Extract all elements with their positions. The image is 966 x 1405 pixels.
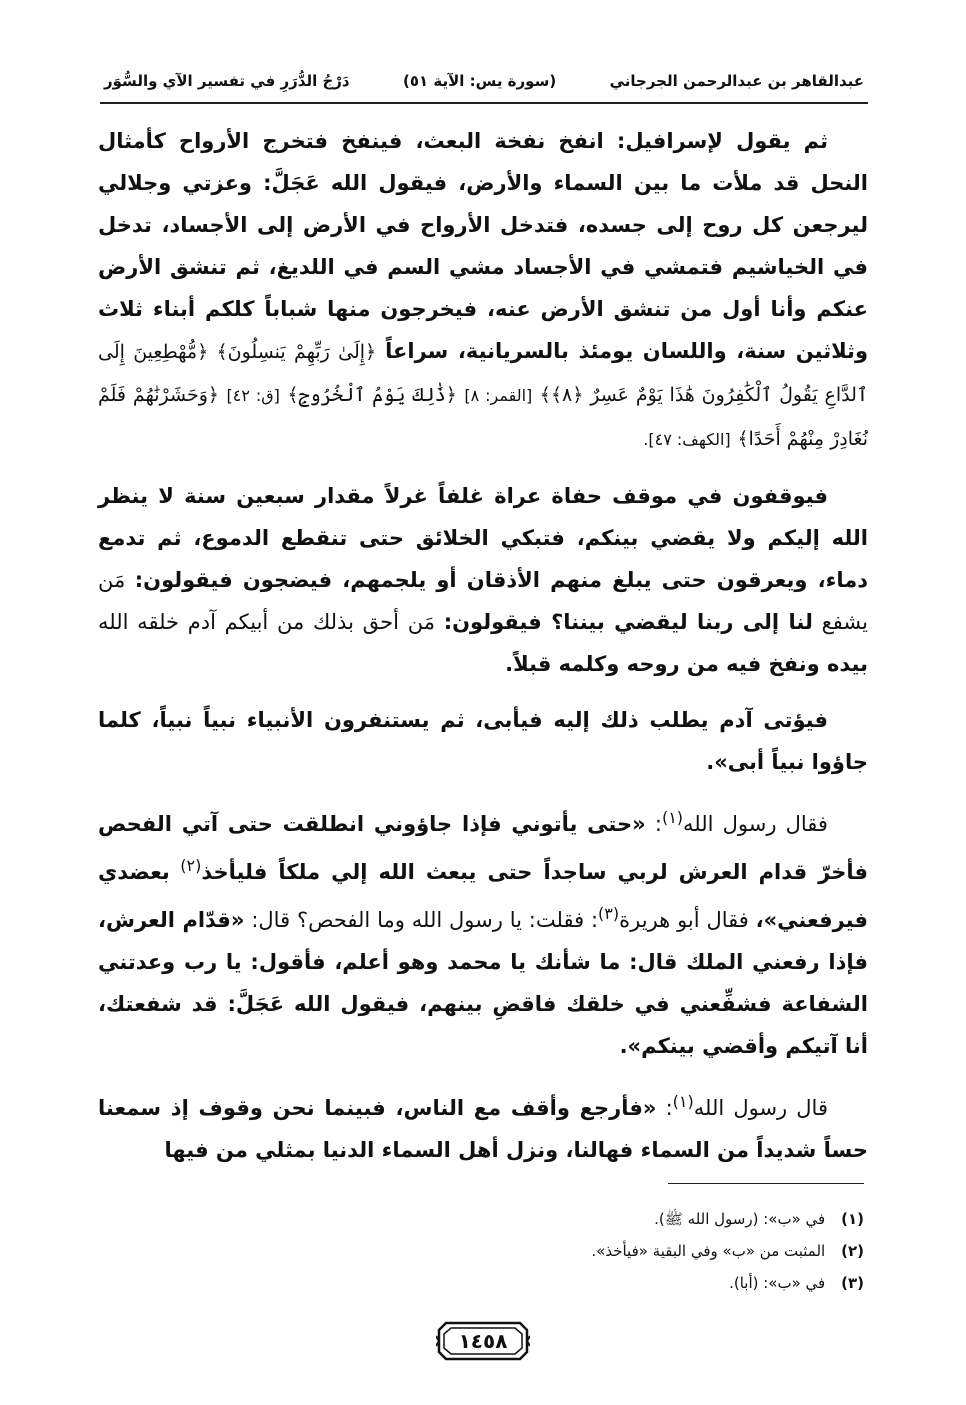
paragraph-3	[98, 699, 868, 783]
paragraph-4-text-f: «قدّام العرش، فإذا رفعني الملك قال: ما شأنك يا محمد وهو أعلم، فأقول: يا رب وعدتني الشفاعة فشفِّعني في خلقك فاقضِ بينهم، فيقول الله عَجَلَّ: قد شفعتك، أنا آتيكم وأقضي بينكم».	[98, 908, 868, 1058]
paragraph-3-text: فيؤتى آدم يطلب ذلك إليه فيأبى، ثم يستنفرون الأنبياء نبياً نبياً، كلما جاؤوا نبياً أبى».	[98, 708, 868, 774]
verse-ref-3: [الكهف: ٤٧].	[643, 430, 731, 449]
page-number: ١٤٥٨	[458, 1329, 508, 1353]
footnote-2	[300, 1235, 864, 1267]
footnote-1-text: في «ب»: (رسول الله ﷺ).	[654, 1210, 826, 1228]
paragraph-2-text-c: لنا إلى ربنا ليقضي بيننا؟ فيقولون:	[443, 610, 813, 634]
footnote-1-number: (١)	[841, 1210, 864, 1228]
footnote-2-text: المثبت من «ب» وفي البقية «فيأخذ».	[591, 1242, 826, 1260]
paragraph-4-text-e: : فقلت: يا رسول الله وما الفحص؟ قال:	[251, 908, 599, 932]
quran-verse-1: ﴿إِلَىٰ رَبِّهِمْ يَنسِلُونَ﴾ ﴿مُّهْطِعِينَ إِلَى ٱلدَّاعِ يَقُولُ ٱلْكَٰفِرُونَ هَٰذَا يَوْمٌ عَسِرٌ ﴿٨﴾﴾	[98, 341, 868, 406]
footnote-marker-1[interactable]: (١)	[661, 808, 684, 827]
footnote-marker-2[interactable]: (٢)	[180, 856, 202, 875]
paragraph-1	[98, 120, 868, 461]
paragraph-4-text-c: بعضدي فيرفعني»،	[98, 860, 868, 932]
header-author: عبدالقاهر بن عبدالرحمن الجرجاني	[609, 72, 864, 90]
footnotes	[300, 1203, 864, 1299]
page-number-ornament	[436, 1320, 530, 1362]
footnote-2-number: (٢)	[841, 1242, 864, 1260]
footnote-marker-3[interactable]: (٣)	[598, 904, 620, 923]
paragraph-4-text-d: فقال أبو هريرة	[619, 908, 749, 932]
footnote-1	[300, 1203, 864, 1235]
main-text	[98, 120, 868, 1185]
header-book-title: دَرْجُ الدُّرَرِ في تفسير الآي والسُّوَر	[104, 72, 350, 90]
running-header	[104, 66, 864, 96]
footnote-marker-1b[interactable]: (١)	[672, 1092, 694, 1111]
paragraph-4-text-a: فقال رسول الله	[683, 812, 828, 836]
paragraph-2-text-d: مَن أحق بذلك من أبيكم آدم خلقه الله	[98, 610, 435, 634]
paragraph-2	[98, 475, 868, 685]
header-rule	[100, 102, 868, 104]
paragraph-5-text-b: «فأرجع وأقف مع الناس، فبينما نحن وقوف إذ سمعنا حساً شديداً من السماء فهالنا، ونزل أهل السماء الدنيا بمثلي من فيها	[98, 1096, 868, 1162]
paragraph-5-colon: :	[665, 1096, 673, 1120]
paragraph-4-colon: :	[654, 812, 662, 836]
quran-verse-3: ﴿وَحَشَرْنَٰهُمْ فَلَمْ نُغَادِرْ مِنْهُمْ أَحَدًا﴾	[98, 384, 868, 450]
paragraph-2-text-a: فيوقفون في موقف حفاة عراة غلفاً غرلاً مقدار سبعين سنة لا ينظر الله إليكم ولا يقضي بينكم، فتبكي الخلائق حتى تنقطع الدموع، ثم تدمع دماء، ويعرقون حتى يبلغ منهم الأذقان أو يلجمهم، فيضجون فيقولون:	[98, 484, 868, 592]
paragraph-4	[98, 797, 868, 1067]
paragraph-5	[98, 1081, 868, 1171]
verse-ref-2: [ق: ٤٢]	[226, 386, 280, 405]
footnote-3-number: (٣)	[841, 1274, 864, 1292]
verse-ref-1: [القمر: ٨]	[464, 386, 533, 405]
paragraph-2-text-e: بيده ونفخ فيه من روحه وكلمه قبلاً.	[505, 652, 868, 676]
paragraph-2-text-b: مَن يشفع	[98, 568, 868, 634]
quran-verse-2: ﴿ذَٰلِكَ يَوْمُ ٱلْخُرُوجِ﴾	[287, 384, 457, 406]
paragraph-1-text: ثم يقول لإسرافيل: انفخ نفخة البعث، فينفخ فتخرج الأرواح كأمثال النحل قد ملأت ما بين السماء والأرض، فيقول الله عَجَلَّ: وعزتي وجلالي ليرجعن كل روح إلى جسده، فتدخل الأرواح في الأرض إلى الأجساد، تدخل في الخياشيم فتمشي في الأجساد مشي السم في اللديغ، ثم تنشق الأرض عنكم وأنا أول من تنشق الأرض عنه، فيخرجون منها شباباً كلكم أبناء ثلاث وثلاثين سنة، واللسان يومئذ بالسريانية، سراعاً	[98, 129, 868, 363]
footnote-3-text: في «ب»: (أبا).	[729, 1274, 826, 1292]
paragraph-5-text-a: قال رسول الله	[693, 1096, 828, 1120]
footnote-rule	[668, 1183, 864, 1184]
header-surah: (سورة يس: الآية ٥١)	[402, 72, 557, 90]
paragraph-4-text-b: «حتى يأتوني فإذا جاؤوني انطلقت حتى آتي الفحص فأخرّ قدام العرش لربي ساجداً حتى يبعث الله إلي ملكاً فليأخذ	[98, 812, 868, 884]
footnote-3	[300, 1267, 864, 1299]
